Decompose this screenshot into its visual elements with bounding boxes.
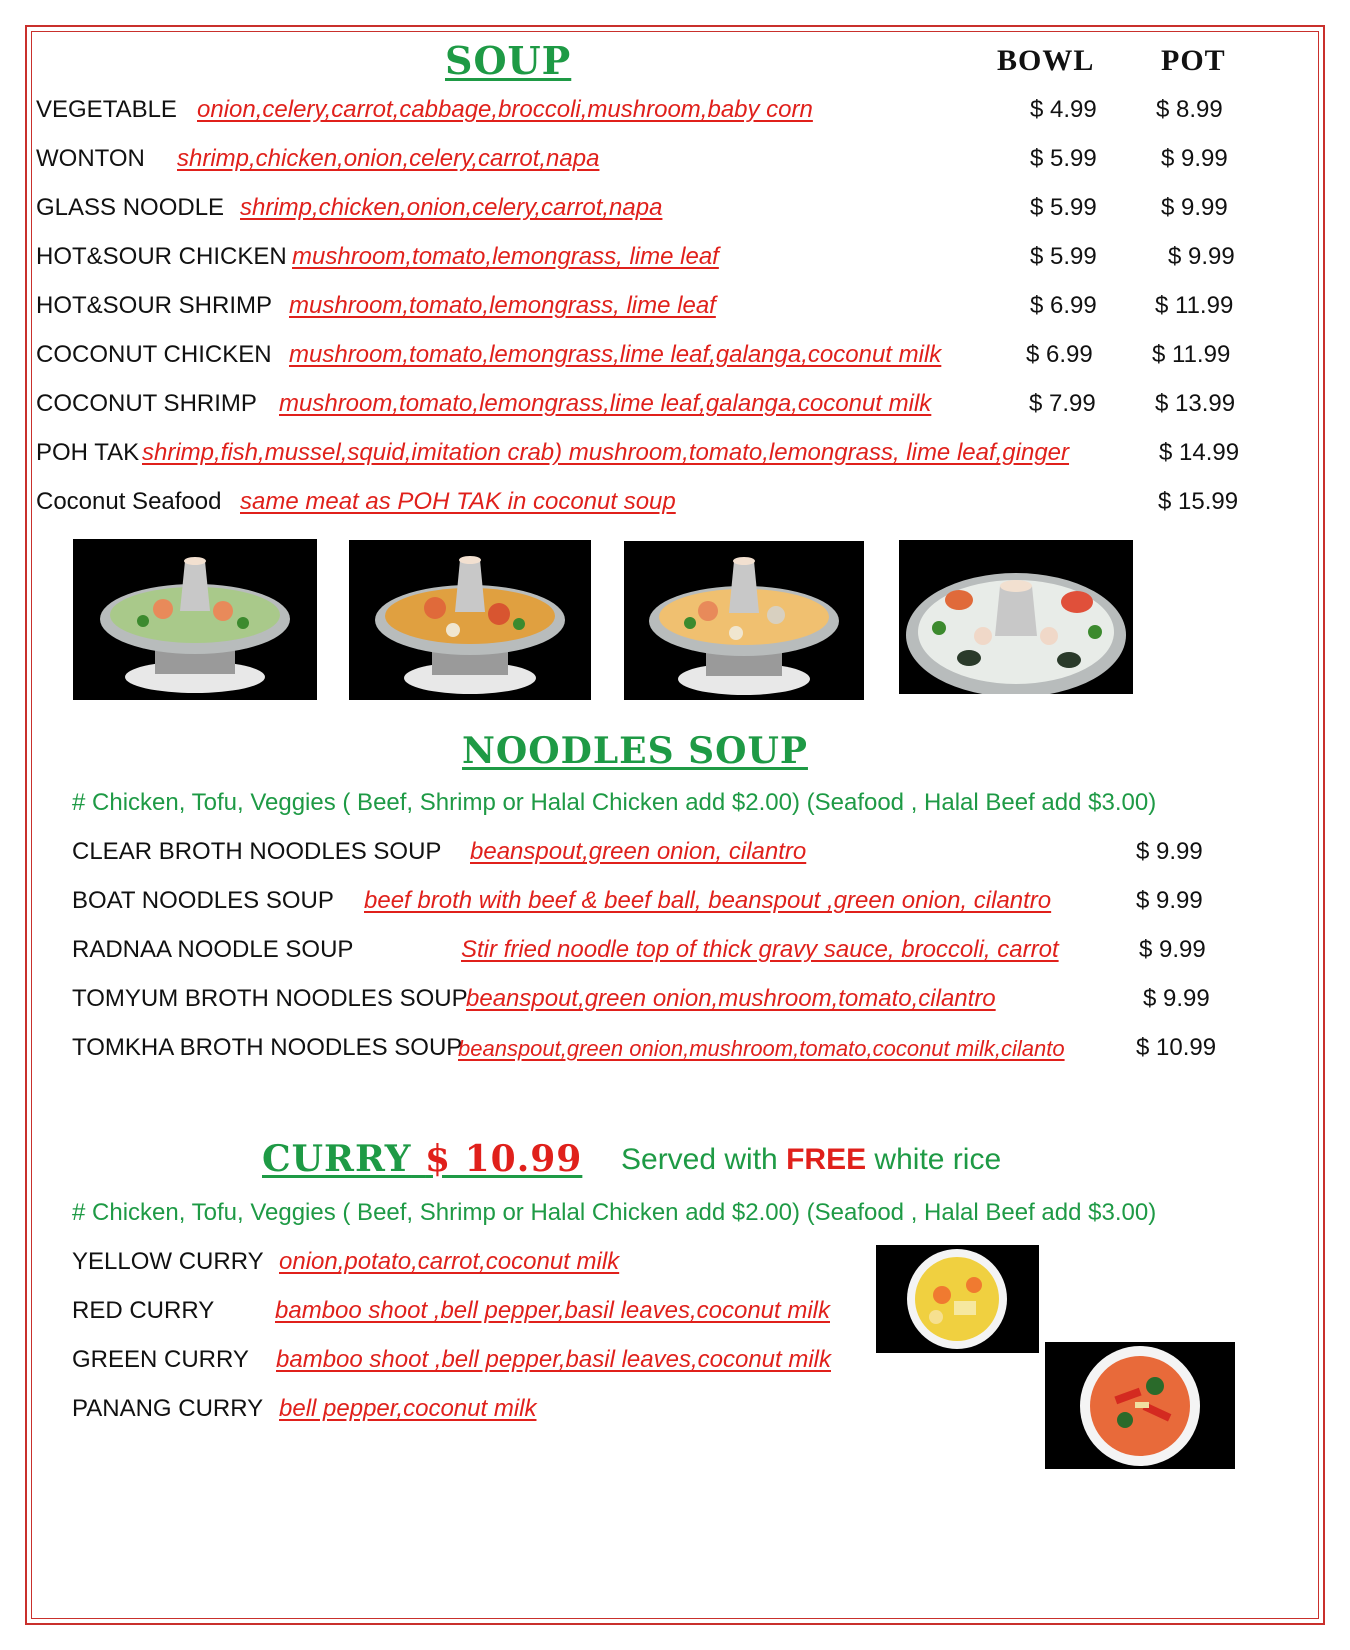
curry-item-name: GREEN CURRY: [72, 1346, 249, 1373]
soup-item-name: HOT&SOUR SHRIMP: [36, 292, 273, 319]
noodles-protein-note: # Chicken, Tofu, Veggies ( Beef, Shrimp or Halal Chicken add $2.00) (Seafood , Halal Beef add $3.00): [72, 789, 1157, 816]
curry-bowl-icon: [876, 1245, 1039, 1353]
served-suffix: white rice: [866, 1143, 1002, 1176]
soup-item-pot-price: $ 11.99: [1155, 292, 1234, 319]
soup-title: SOUP: [445, 38, 572, 83]
soup-item-pot-price: $ 9.99: [1161, 145, 1228, 172]
hot-pot-icon: [73, 539, 317, 700]
curry-item-desc: onion,potato,carrot,coconut milk: [279, 1248, 620, 1275]
soup-item-bowl-price: $ 5.99: [1030, 194, 1097, 221]
hot-and-sour-hot-pot-photo: [349, 540, 591, 700]
soup-item-bowl-price: $ 6.99: [1030, 292, 1097, 319]
yellow-curry-photo: [876, 1245, 1039, 1353]
soup-item-pot-price: $ 11.99: [1152, 341, 1231, 368]
curry-item-name: RED CURRY: [72, 1297, 215, 1324]
curry-item-desc: bell pepper,coconut milk: [279, 1395, 537, 1422]
vegetable-hot-pot-photo: [73, 539, 317, 700]
noodle-item-desc: beanspout,green onion, cilantro: [470, 838, 807, 865]
soup-item-bowl-price: $ 5.99: [1030, 243, 1097, 270]
soup-item-pot-price: $ 9.99: [1168, 243, 1235, 270]
pot-column-header: POT: [1161, 44, 1226, 77]
soup-item-name: POH TAK: [36, 439, 140, 466]
soup-item-name: COCONUT SHRIMP: [36, 390, 257, 417]
seafood-hot-pot-photo: [899, 540, 1133, 694]
noodle-item-desc: beanspout,green onion,mushroom,tomato,cilantro: [466, 985, 996, 1012]
soup-item-bowl-price: $ 5.99: [1030, 145, 1097, 172]
curry-item-desc: bamboo shoot ,bell pepper,basil leaves,coconut milk: [276, 1346, 831, 1373]
coconut-hot-pot-photo: [624, 541, 864, 700]
soup-item-name: HOT&SOUR CHICKEN: [36, 243, 287, 270]
curry-price: $ 10.99: [425, 1138, 583, 1180]
soup-item-desc: same meat as POH TAK in coconut soup: [240, 488, 676, 515]
noodle-item-price: $ 9.99: [1139, 936, 1206, 963]
curry-item-name: YELLOW CURRY: [72, 1248, 264, 1275]
curry-item-name: PANANG CURRY: [72, 1395, 264, 1422]
curry-title-line: [262, 1138, 582, 1180]
soup-item-desc: mushroom,tomato,lemongrass,lime leaf,galanga,coconut milk: [279, 390, 932, 417]
curry-protein-note: # Chicken, Tofu, Veggies ( Beef, Shrimp or Halal Chicken add $2.00) (Seafood , Halal Beef add $3.00): [72, 1199, 1157, 1226]
noodle-item-name: TOMKHA BROTH NOODLES SOUP: [72, 1034, 463, 1061]
served-prefix: Served with: [621, 1143, 787, 1176]
soup-item-pot-price: $ 14.99: [1159, 439, 1240, 466]
soup-item-bowl-price: $ 4.99: [1030, 96, 1097, 123]
noodle-item-name: CLEAR BROTH NOODLES SOUP: [72, 838, 442, 865]
noodle-item-desc: beanspout,green onion,mushroom,tomato,coconut milk,cilanto: [458, 1036, 1065, 1061]
soup-item-bowl-price: $ 7.99: [1029, 390, 1096, 417]
noodle-item-desc: beef broth with beef & beef ball, beanspout ,green onion, cilantro: [364, 887, 1052, 914]
hot-pot-icon: [624, 541, 864, 700]
soup-item-desc: shrimp,fish,mussel,squid,imitation crab) mushroom,tomato,lemongrass, lime leaf,ginger: [142, 439, 1070, 466]
soup-item-desc: shrimp,chicken,onion,celery,carrot,napa: [240, 194, 663, 221]
soup-item-bowl-price: $ 6.99: [1026, 341, 1093, 368]
free-label: FREE: [786, 1143, 867, 1176]
noodle-item-price: $ 9.99: [1136, 838, 1203, 865]
soup-item-pot-price: $ 8.99: [1156, 96, 1223, 123]
red-curry-photo: [1045, 1342, 1235, 1469]
noodle-item-price: $ 9.99: [1143, 985, 1210, 1012]
noodles-soup-title: NOODLES SOUP: [462, 730, 808, 772]
curry-item-desc: bamboo shoot ,bell pepper,basil leaves,coconut milk: [275, 1297, 830, 1324]
soup-item-desc: mushroom,tomato,lemongrass,lime leaf,galanga,coconut milk: [289, 341, 942, 368]
soup-item-desc: mushroom,tomato,lemongrass, lime leaf: [292, 243, 719, 270]
noodle-item-desc: Stir fried noodle top of thick gravy sauce, broccoli, carrot: [461, 936, 1059, 963]
soup-item-name: VEGETABLE: [36, 96, 177, 123]
noodle-item-name: BOAT NOODLES SOUP: [72, 887, 334, 914]
soup-item-desc: onion,celery,carrot,cabbage,broccoli,mushroom,baby corn: [197, 96, 813, 123]
bowl-column-header: BOWL: [997, 44, 1095, 77]
curry-bowl-icon: [1045, 1342, 1235, 1469]
soup-item-name: GLASS NOODLE: [36, 194, 225, 221]
soup-item-desc: shrimp,chicken,onion,celery,carrot,napa: [177, 145, 600, 172]
served-with-rice: [621, 1143, 1001, 1177]
soup-item-pot-price: $ 13.99: [1155, 390, 1236, 417]
curry-title: CURRY: [262, 1138, 412, 1180]
noodle-item-price: $ 9.99: [1136, 887, 1203, 914]
hot-pot-icon: [349, 540, 591, 700]
soup-item-desc: mushroom,tomato,lemongrass, lime leaf: [289, 292, 716, 319]
soup-item-pot-price: $ 15.99: [1158, 488, 1239, 515]
noodle-item-price: $ 10.99: [1136, 1034, 1217, 1061]
noodle-item-name: RADNAA NOODLE SOUP: [72, 936, 354, 963]
hot-pot-icon: [899, 540, 1133, 694]
soup-item-name: COCONUT CHICKEN: [36, 341, 272, 368]
soup-item-name: Coconut Seafood: [36, 488, 222, 515]
noodle-item-name: TOMYUM BROTH NOODLES SOUP: [72, 985, 468, 1012]
soup-item-pot-price: $ 9.99: [1161, 194, 1228, 221]
soup-item-name: WONTON: [36, 145, 145, 172]
